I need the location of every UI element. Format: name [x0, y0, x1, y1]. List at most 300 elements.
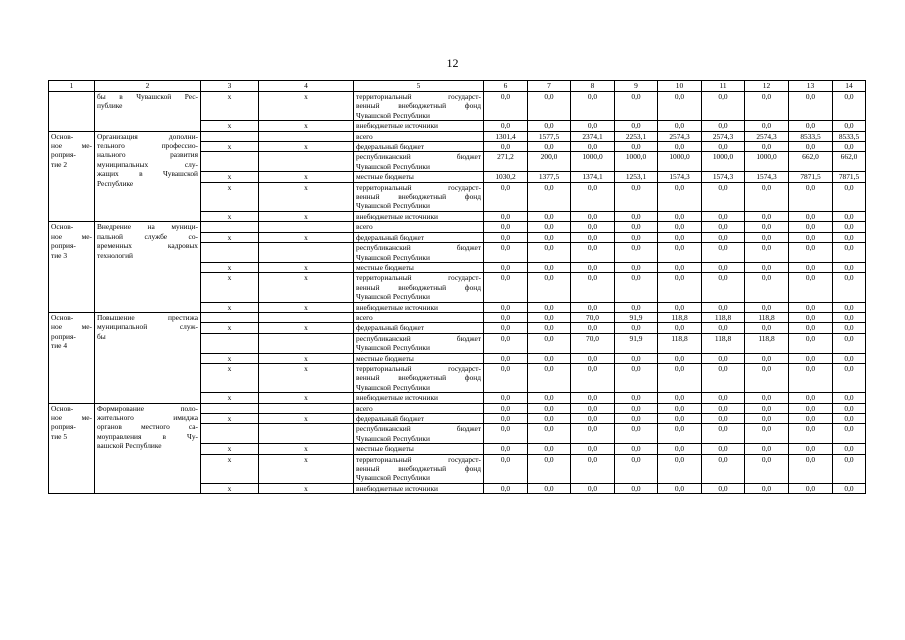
value-cell: 0,0	[484, 403, 528, 413]
executor-code-cell: x	[201, 353, 259, 363]
event-title-cell	[95, 403, 201, 494]
value-cell: 0,0	[528, 211, 571, 221]
value-cell: 0,0	[789, 323, 833, 333]
value-cell: 0,0	[615, 222, 658, 232]
header-cell: 4	[259, 81, 354, 92]
value-cell: 0,0	[571, 243, 615, 263]
funding-source-line: территориальный государст-	[356, 92, 481, 101]
value-cell: 0,0	[571, 403, 615, 413]
value-cell: 0,0	[833, 243, 866, 263]
event-title-line: технологий	[97, 250, 133, 260]
budget-code-cell: x	[259, 353, 354, 363]
value-cell: 0,0	[702, 302, 745, 312]
funding-source-line: венный внебюджетный фонд	[356, 373, 481, 383]
value-cell: 0,0	[658, 232, 702, 242]
value-cell: 0,0	[702, 424, 745, 444]
value-cell: 1377,5	[528, 172, 571, 182]
value-cell: 0,0	[528, 454, 571, 483]
value-cell: 271,2	[484, 152, 528, 172]
value-cell: 0,0	[745, 454, 789, 483]
value-cell: 1574,3	[702, 172, 745, 182]
value-cell: 0,0	[528, 333, 571, 353]
value-cell: 0,0	[833, 353, 866, 363]
funding-source-line: внебюджетные источники	[356, 121, 439, 131]
value-cell: 0,0	[571, 414, 615, 424]
value-cell: 0,0	[658, 211, 702, 221]
funding-source-cell	[354, 483, 484, 493]
value-cell: 0,0	[484, 424, 528, 444]
value-cell: 0,0	[615, 211, 658, 221]
value-cell: 662,0	[833, 152, 866, 172]
funding-source-cell	[354, 92, 484, 121]
funding-source-line: местные бюджеты	[356, 172, 414, 182]
funding-source-cell	[354, 152, 484, 172]
value-cell: 0,0	[745, 92, 789, 121]
event-title-line: органов местного са-	[97, 422, 198, 432]
value-cell: 0,0	[833, 403, 866, 413]
value-cell: 0,0	[658, 302, 702, 312]
value-cell: 0,0	[702, 243, 745, 263]
value-cell: 1374,1	[571, 172, 615, 182]
header-cell: 13	[789, 81, 833, 92]
value-cell: 0,0	[702, 454, 745, 483]
event-number-line: ное ме-	[51, 231, 92, 241]
budget-code-cell	[259, 152, 354, 172]
executor-code-cell: x	[201, 363, 259, 392]
value-cell: 0,0	[833, 222, 866, 232]
value-cell: 0,0	[484, 142, 528, 152]
value-cell: 118,8	[745, 312, 789, 322]
funding-source-line: федеральный бюджет	[356, 232, 425, 242]
executor-code-cell: x	[201, 323, 259, 333]
funding-source-line: Чувашской Республики	[356, 161, 430, 171]
executor-code-cell	[201, 403, 259, 413]
value-cell: 0,0	[745, 232, 789, 242]
event-number-line: тие 2	[51, 159, 68, 169]
executor-code-cell	[201, 243, 259, 263]
value-cell: 0,0	[615, 323, 658, 333]
value-cell: 1030,2	[484, 172, 528, 182]
budget-code-cell	[259, 222, 354, 232]
funding-source-cell	[354, 211, 484, 221]
funding-source-line: территориальный государст-	[356, 363, 481, 373]
value-cell: 0,0	[833, 262, 866, 272]
event-number-line: тие 3	[51, 250, 68, 260]
value-cell: 0,0	[745, 444, 789, 454]
value-cell: 0,0	[484, 312, 528, 322]
value-cell: 0,0	[702, 182, 745, 211]
executor-code-cell: x	[201, 393, 259, 403]
executor-code-cell	[201, 424, 259, 444]
value-cell: 0,0	[658, 323, 702, 333]
value-cell: 0,0	[615, 273, 658, 302]
event-number-cell	[49, 403, 95, 494]
value-cell: 0,0	[745, 243, 789, 263]
value-cell: 0,0	[658, 121, 702, 131]
value-cell: 0,0	[745, 393, 789, 403]
budget-code-cell	[259, 243, 354, 263]
event-number-line: тие 5	[51, 431, 68, 441]
funding-source-line: республиканский бюджет	[356, 152, 481, 162]
value-cell: 0,0	[615, 424, 658, 444]
event-number-line: Основ-	[51, 312, 74, 322]
funding-source-line: всего	[356, 222, 373, 232]
funding-source-cell	[354, 142, 484, 152]
value-cell: 2253,1	[615, 131, 658, 141]
value-cell: 1574,3	[658, 172, 702, 182]
funding-source-cell	[354, 182, 484, 211]
header-cell: 11	[702, 81, 745, 92]
value-cell: 0,0	[702, 232, 745, 242]
event-title-line: Внедрение на муници-	[97, 222, 198, 232]
budget-code-cell: x	[259, 121, 354, 131]
header-cell: 1	[49, 81, 95, 92]
value-cell: 0,0	[789, 211, 833, 221]
value-cell: 0,0	[571, 363, 615, 392]
value-cell: 0,0	[528, 232, 571, 242]
funding-source-cell	[354, 393, 484, 403]
value-cell: 0,0	[833, 363, 866, 392]
value-cell: 1301,4	[484, 131, 528, 141]
event-number-line: роприя-	[51, 331, 76, 341]
value-cell: 0,0	[528, 483, 571, 493]
event-title-line: жительного имиджа	[97, 413, 198, 422]
value-cell: 0,0	[833, 142, 866, 152]
value-cell: 0,0	[658, 454, 702, 483]
budget-code-cell: x	[259, 483, 354, 493]
value-cell: 1577,5	[528, 131, 571, 141]
funding-source-line: местные бюджеты	[356, 444, 414, 454]
value-cell: 1574,3	[745, 172, 789, 182]
value-cell: 0,0	[833, 302, 866, 312]
value-cell: 0,0	[789, 403, 833, 413]
event-title-line: жащих в Чувашской	[97, 169, 198, 179]
value-cell: 0,0	[615, 414, 658, 424]
executor-code-cell: x	[201, 182, 259, 211]
value-cell: 0,0	[702, 403, 745, 413]
funding-source-line: федеральный бюджет	[356, 414, 425, 423]
value-cell: 0,0	[528, 414, 571, 424]
value-cell: 0,0	[571, 323, 615, 333]
executor-code-cell	[201, 152, 259, 172]
value-cell: 0,0	[615, 444, 658, 454]
value-cell: 0,0	[789, 92, 833, 121]
funding-source-line: Чувашской Республики	[356, 292, 430, 302]
value-cell: 0,0	[528, 222, 571, 232]
value-cell: 0,0	[571, 302, 615, 312]
value-cell: 0,0	[789, 363, 833, 392]
value-cell: 0,0	[658, 243, 702, 263]
value-cell: 0,0	[658, 182, 702, 211]
value-cell: 0,0	[833, 444, 866, 454]
event-number-line: роприя-	[51, 241, 76, 251]
value-cell: 0,0	[484, 414, 528, 424]
funding-source-cell	[354, 262, 484, 272]
budget-code-cell: x	[259, 454, 354, 483]
value-cell: 0,0	[745, 182, 789, 211]
value-cell: 118,8	[658, 312, 702, 322]
value-cell: 0,0	[833, 232, 866, 242]
budget-code-cell: x	[259, 92, 354, 121]
value-cell: 0,0	[528, 121, 571, 131]
funding-source-cell	[354, 363, 484, 392]
value-cell: 0,0	[745, 273, 789, 302]
value-cell: 0,0	[702, 444, 745, 454]
budget-code-cell: x	[259, 414, 354, 424]
funding-source-line: федеральный бюджет	[356, 323, 425, 333]
executor-code-cell: x	[201, 121, 259, 131]
value-cell: 0,0	[745, 424, 789, 444]
event-number-cell	[49, 222, 95, 313]
executor-code-cell: x	[201, 172, 259, 182]
funding-source-cell	[354, 403, 484, 413]
value-cell: 0,0	[528, 273, 571, 302]
value-cell: 0,0	[789, 444, 833, 454]
funding-source-cell	[354, 312, 484, 322]
table-body	[49, 81, 866, 494]
budget-code-cell: x	[259, 142, 354, 152]
budget-code-cell: x	[259, 182, 354, 211]
value-cell: 0,0	[615, 302, 658, 312]
funding-source-cell	[354, 444, 484, 454]
value-cell: 0,0	[615, 403, 658, 413]
value-cell: 8533,5	[833, 131, 866, 141]
value-cell: 0,0	[658, 403, 702, 413]
value-cell: 0,0	[528, 243, 571, 263]
executor-code-cell: x	[201, 92, 259, 121]
value-cell: 0,0	[615, 142, 658, 152]
funding-source-line: внебюджетные источники	[356, 393, 439, 403]
value-cell: 0,0	[484, 273, 528, 302]
value-cell: 0,0	[833, 273, 866, 302]
value-cell: 0,0	[484, 393, 528, 403]
value-cell: 8533,5	[789, 131, 833, 141]
executor-code-cell: x	[201, 232, 259, 242]
funding-source-cell	[354, 172, 484, 182]
table-row	[49, 403, 866, 413]
value-cell: 0,0	[615, 232, 658, 242]
value-cell: 0,0	[615, 353, 658, 363]
event-title-line: нального развития	[97, 150, 198, 160]
value-cell: 0,0	[702, 222, 745, 232]
budget-code-cell	[259, 424, 354, 444]
value-cell: 0,0	[789, 454, 833, 483]
value-cell: 0,0	[571, 353, 615, 363]
value-cell: 0,0	[833, 323, 866, 333]
value-cell: 0,0	[702, 414, 745, 424]
value-cell: 0,0	[702, 92, 745, 121]
value-cell: 0,0	[789, 333, 833, 353]
funding-source-line: Чувашской Республики	[356, 343, 430, 353]
event-title-cell	[95, 131, 201, 222]
value-cell: 0,0	[484, 222, 528, 232]
funding-source-cell	[354, 273, 484, 302]
value-cell: 0,0	[528, 363, 571, 392]
table-row	[49, 222, 866, 232]
budget-code-cell: x	[259, 323, 354, 333]
value-cell: 0,0	[833, 92, 866, 121]
value-cell: 0,0	[571, 454, 615, 483]
header-cell: 3	[201, 81, 259, 92]
value-cell: 0,0	[571, 393, 615, 403]
value-cell: 0,0	[615, 182, 658, 211]
funding-source-line: Чувашской Республики	[356, 252, 430, 262]
value-cell: 0,0	[571, 211, 615, 221]
funding-source-line: внебюджетные источники	[356, 483, 439, 493]
value-cell: 91,9	[615, 312, 658, 322]
funding-source-line: Чувашской Республики	[356, 201, 430, 211]
funding-source-line: всего	[356, 131, 373, 141]
value-cell: 0,0	[528, 302, 571, 312]
header-cell: 9	[615, 81, 658, 92]
value-cell: 0,0	[484, 302, 528, 312]
value-cell: 0,0	[571, 424, 615, 444]
value-cell: 0,0	[833, 182, 866, 211]
header-cell: 5	[354, 81, 484, 92]
event-title-cell	[95, 312, 201, 403]
funding-source-line: местные бюджеты	[356, 353, 414, 363]
value-cell: 0,0	[484, 363, 528, 392]
header-row	[49, 81, 866, 92]
executor-code-cell: x	[201, 262, 259, 272]
event-number-line: Основ-	[51, 222, 74, 232]
value-cell: 0,0	[789, 393, 833, 403]
value-cell: 0,0	[528, 424, 571, 444]
value-cell: 0,0	[745, 262, 789, 272]
executor-code-cell	[201, 131, 259, 141]
budget-code-cell: x	[259, 232, 354, 242]
event-title-line: моуправления в Чу-	[97, 431, 198, 441]
value-cell: 0,0	[702, 483, 745, 493]
value-cell: 0,0	[658, 353, 702, 363]
value-cell: 0,0	[484, 323, 528, 333]
value-cell: 0,0	[528, 312, 571, 322]
value-cell: 0,0	[615, 243, 658, 263]
value-cell: 0,0	[789, 232, 833, 242]
event-number-cell	[49, 92, 95, 132]
value-cell: 0,0	[528, 323, 571, 333]
funding-source-line: венный внебюджетный фонд	[356, 282, 481, 292]
value-cell: 0,0	[702, 142, 745, 152]
value-cell: 0,0	[528, 393, 571, 403]
value-cell: 0,0	[571, 483, 615, 493]
value-cell: 0,0	[833, 483, 866, 493]
value-cell: 0,0	[833, 121, 866, 131]
funding-source-line: республиканский бюджет	[356, 424, 481, 434]
value-cell: 0,0	[702, 363, 745, 392]
value-cell: 1253,1	[615, 172, 658, 182]
executor-code-cell: x	[201, 444, 259, 454]
value-cell: 0,0	[484, 211, 528, 221]
value-cell: 0,0	[615, 92, 658, 121]
funding-source-cell	[354, 232, 484, 242]
funding-source-line: венный внебюджетный фонд	[356, 101, 481, 111]
budget-code-cell	[259, 403, 354, 413]
executor-code-cell: x	[201, 302, 259, 312]
event-number-line: ное ме-	[51, 322, 92, 332]
value-cell: 0,0	[833, 454, 866, 483]
value-cell: 0,0	[571, 222, 615, 232]
value-cell: 0,0	[833, 333, 866, 353]
value-cell: 0,0	[833, 211, 866, 221]
budget-code-cell: x	[259, 262, 354, 272]
value-cell: 0,0	[484, 243, 528, 263]
value-cell: 0,0	[658, 273, 702, 302]
value-cell: 118,8	[658, 333, 702, 353]
funding-source-line: Чувашской Республики	[356, 473, 430, 483]
funding-source-cell	[354, 222, 484, 232]
funding-source-line: федеральный бюджет	[356, 142, 425, 152]
value-cell: 0,0	[484, 182, 528, 211]
value-cell: 1000,0	[702, 152, 745, 172]
value-cell: 0,0	[484, 444, 528, 454]
value-cell: 0,0	[615, 483, 658, 493]
value-cell: 0,0	[484, 232, 528, 242]
value-cell: 1000,0	[745, 152, 789, 172]
value-cell: 0,0	[484, 262, 528, 272]
event-title-cell	[95, 92, 201, 132]
header-cell: 2	[95, 81, 201, 92]
value-cell: 0,0	[571, 142, 615, 152]
executor-code-cell: x	[201, 211, 259, 221]
value-cell: 2574,3	[658, 131, 702, 141]
value-cell: 0,0	[528, 353, 571, 363]
funding-source-line: венный внебюджетный фонд	[356, 464, 481, 474]
value-cell: 70,0	[571, 312, 615, 322]
value-cell: 0,0	[571, 121, 615, 131]
funding-source-line: всего	[356, 403, 373, 413]
event-number-line: ное ме-	[51, 413, 92, 422]
executor-code-cell: x	[201, 142, 259, 152]
value-cell: 0,0	[658, 262, 702, 272]
value-cell: 0,0	[789, 243, 833, 263]
value-cell: 0,0	[484, 454, 528, 483]
executor-code-cell: x	[201, 483, 259, 493]
event-number-line: Основ-	[51, 403, 74, 413]
budget-code-cell: x	[259, 302, 354, 312]
value-cell: 0,0	[658, 444, 702, 454]
funding-source-cell	[354, 131, 484, 141]
budget-code-cell: x	[259, 211, 354, 221]
value-cell: 0,0	[833, 393, 866, 403]
value-cell: 0,0	[658, 92, 702, 121]
header-cell: 6	[484, 81, 528, 92]
executor-code-cell	[201, 333, 259, 353]
value-cell: 0,0	[745, 302, 789, 312]
value-cell: 0,0	[658, 414, 702, 424]
budget-code-cell	[259, 333, 354, 353]
value-cell: 1000,0	[658, 152, 702, 172]
value-cell: 0,0	[615, 262, 658, 272]
value-cell: 1000,0	[615, 152, 658, 172]
value-cell: 0,0	[484, 483, 528, 493]
funding-source-cell	[354, 424, 484, 444]
value-cell: 0,0	[745, 211, 789, 221]
event-title-line: публике	[97, 101, 123, 111]
event-title-line: Республике	[97, 178, 134, 188]
value-cell: 0,0	[702, 121, 745, 131]
header-cell: 8	[571, 81, 615, 92]
value-cell: 0,0	[745, 403, 789, 413]
event-number-line: роприя-	[51, 422, 76, 432]
value-cell: 0,0	[789, 262, 833, 272]
funding-source-line: местные бюджеты	[356, 262, 414, 272]
executor-code-cell	[201, 312, 259, 322]
budget-code-cell: x	[259, 273, 354, 302]
value-cell: 0,0	[571, 262, 615, 272]
event-number-cell	[49, 312, 95, 403]
funding-source-cell	[354, 333, 484, 353]
